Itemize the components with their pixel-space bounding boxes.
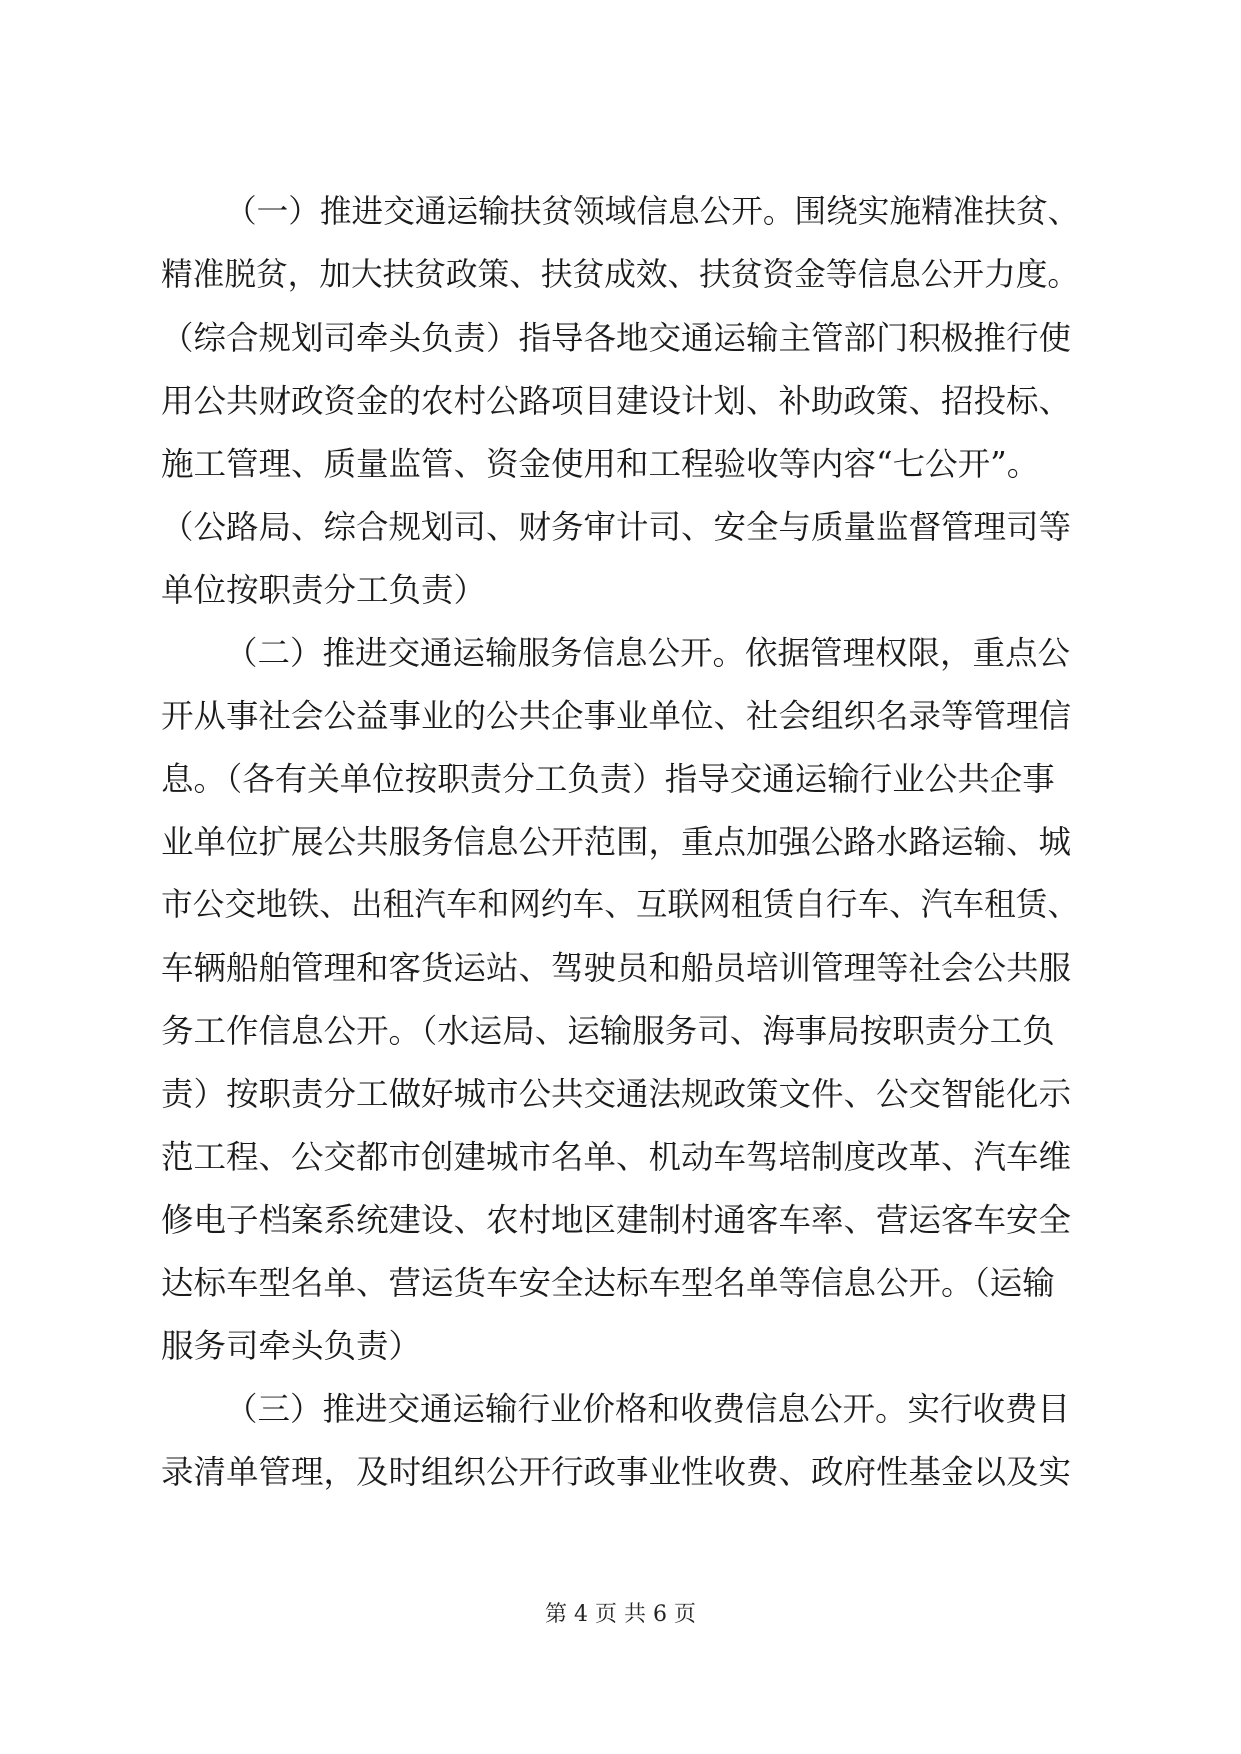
text-line: 开从事社会公益事业的公共企事业单位、社会组织名录等管理信	[161, 697, 1072, 735]
page-number-footer: 第 4 页 共 6 页	[545, 1602, 696, 1627]
text-line: 用公共财政资金的农村公路项目建设计划、补助政策、招投标、	[161, 382, 1072, 420]
text-line: 服务司牵头负责）	[161, 1327, 422, 1365]
text-line: 务工作信息公开。（水运局、运输服务司、海事局按职责分工负	[161, 1012, 1055, 1050]
text-line: 责）按职责分工做好城市公共交通法规政策文件、公交智能化示	[161, 1075, 1072, 1113]
text-line: 录清单管理，及时组织公开行政事业性收费、政府性基金以及实	[161, 1453, 1072, 1491]
text-line: （二）推进交通运输服务信息公开。依据管理权限，重点公	[225, 634, 1071, 672]
text-line: 息。（各有关单位按职责分工负责）指导交通运输行业公共企事	[161, 760, 1055, 798]
text-line: （一）推进交通运输扶贫领域信息公开。围绕实施精准扶贫、	[225, 194, 1080, 230]
text-line: 车辆船舶管理和客货运站、驾驶员和船员培训管理等社会公共服	[161, 949, 1072, 987]
text-line: （三）推进交通运输行业价格和收费信息公开。实行收费目	[225, 1390, 1071, 1428]
text-line: 精准脱贫，加大扶贫政策、扶贫成效、扶贫资金等信息公开力度。	[161, 257, 1080, 293]
text-line: 修电子档案系统建设、农村地区建制村通客车率、营运客车安全	[161, 1201, 1072, 1239]
text-line: （公路局、综合规划司、财务审计司、安全与质量监督管理司等	[161, 508, 1072, 546]
text-line: 市公交地铁、出租汽车和网约车、互联网租赁自行车、汽车租赁、	[161, 887, 1080, 923]
text-line: 范工程、公交都市创建城市名单、机动车驾培制度改革、汽车维	[161, 1138, 1072, 1176]
text-line: （综合规划司牵头负责）指导各地交通运输主管部门积极推行使	[161, 319, 1072, 357]
text-line: 达标车型名单、营运货车安全达标车型名单等信息公开。（运输	[161, 1264, 1055, 1302]
text-line: 业单位扩展公共服务信息公开范围，重点加强公路水路运输、城	[161, 823, 1072, 861]
text-line: 单位按职责分工负责）	[161, 571, 487, 609]
text-line: 施工管理、质量监管、资金使用和工程验收等内容“七公开”。	[161, 445, 1040, 483]
